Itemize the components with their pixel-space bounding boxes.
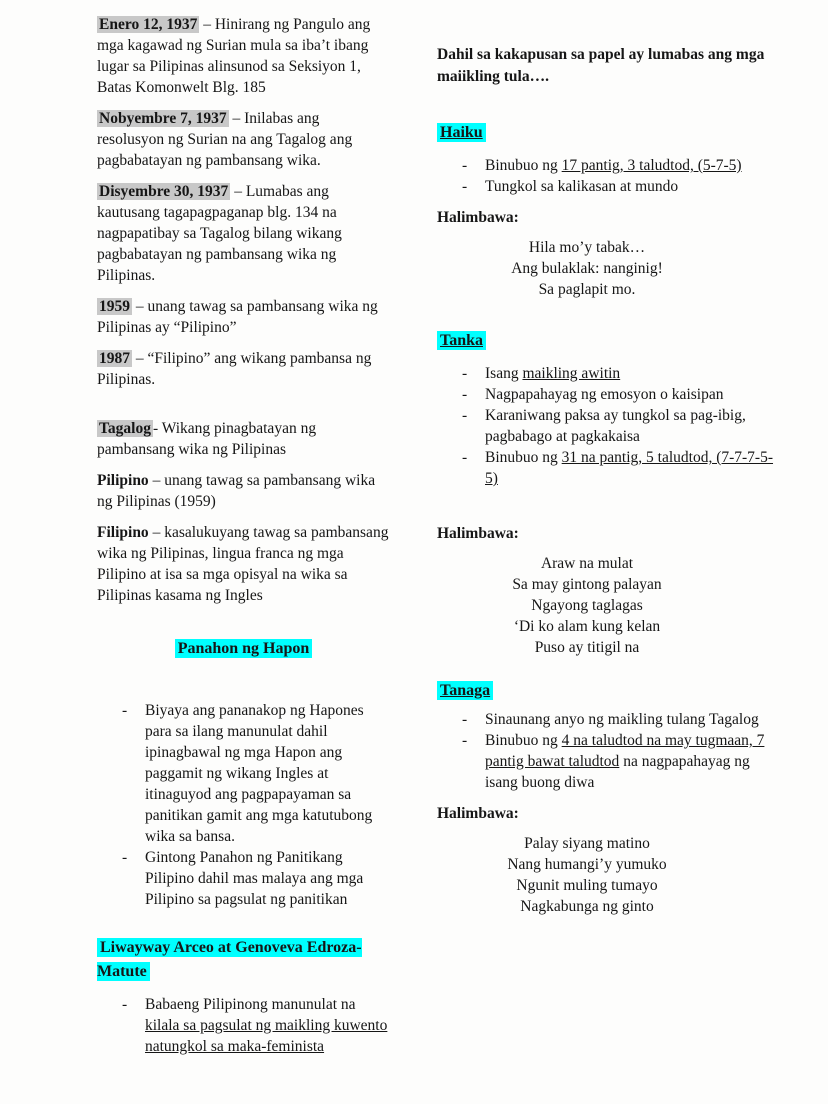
- timeline-entry: [97, 296, 390, 338]
- example-label: Halimbawa:: [437, 805, 519, 822]
- list-item: [97, 700, 390, 847]
- list-item-text: [485, 407, 746, 445]
- bullet-marker: -: [462, 732, 468, 749]
- list-item-text: [485, 365, 620, 382]
- section-header-tanaga: Tanaga: [437, 681, 493, 700]
- timeline-text: – “Filipino” ang wikang pambansa ng Pilipinas.: [97, 350, 372, 388]
- timeline-date: 1959: [99, 298, 130, 315]
- left-column: [97, 14, 390, 1057]
- list-item-text: [145, 996, 387, 1055]
- list-item: [437, 405, 783, 447]
- terms-block: [97, 418, 390, 606]
- timeline-entry: [97, 181, 390, 286]
- text-run: Binubuo ng: [485, 732, 562, 749]
- example-label: Halimbawa:: [437, 525, 519, 542]
- poem-line: Nang humangi’y yumuko: [507, 856, 667, 873]
- tanka-list: [437, 363, 783, 489]
- haiku-list: [437, 155, 783, 197]
- term-definition: [97, 522, 390, 606]
- tanaga-list: [437, 709, 783, 793]
- text-run: Tungkol sa kalikasan at mundo: [485, 178, 679, 195]
- list-item-text: Gintong Panahon ng Panitikang Pilipino dahil mas malaya ang mga Pilipino sa pagsulat ng panitikan: [145, 849, 364, 908]
- list-item: [437, 709, 783, 730]
- term-definition: [97, 418, 390, 460]
- intro-note: Dahil sa kakapusan sa papel ay lumabas ang mga maiikling tula….: [437, 46, 765, 85]
- timeline-date: Enero 12, 1937: [99, 16, 198, 33]
- poem-line: Sa paglapit mo.: [538, 281, 636, 298]
- list-item: [437, 155, 783, 176]
- timeline-date: Nobyembre 7, 1937: [99, 110, 227, 127]
- section-tanaga: [437, 680, 783, 917]
- list-item-text: [485, 732, 764, 791]
- list-item-text: [485, 711, 759, 728]
- bullet-marker: -: [462, 449, 468, 466]
- list-item-text: [485, 386, 723, 403]
- section-japanese-period: [97, 638, 390, 660]
- list-item-text: [485, 178, 678, 195]
- example-label: Halimbawa:: [437, 209, 519, 226]
- bullet-marker: -: [462, 711, 468, 728]
- poem-line: Hila mo’y tabak…: [528, 239, 646, 256]
- text-run: Nagpapahayag ng emosyon o kaisipan: [485, 386, 724, 403]
- list-item: [97, 847, 390, 910]
- bullet-marker: -: [122, 996, 128, 1013]
- japanese-period-list: [97, 700, 390, 910]
- bullet-marker: -: [462, 178, 468, 195]
- timeline-date: 1987: [99, 350, 130, 367]
- section-authors: [97, 936, 390, 984]
- underlined-text: kilala sa pagsulat ng maikling kuwento natungkol sa maka-feminista: [145, 1017, 388, 1055]
- list-item: [97, 994, 390, 1057]
- underlined-text: 4 na taludtod na may tugmaan, 7 pantig bawat taludtod: [485, 732, 765, 770]
- poem-line: Puso ay titigil na: [534, 639, 640, 656]
- poem-tanaga: [437, 833, 737, 917]
- list-item: [437, 730, 783, 793]
- underlined-text: 31 na pantig, 5 taludtod, (7-7-7-5-5): [485, 449, 774, 487]
- underlined-text: 17 pantig, 3 taludtod, (5-7-5): [561, 157, 742, 174]
- timeline-text: – unang tawag sa pambansang wika ng Pilipinas ay “Pilipino”: [97, 298, 378, 336]
- poem-line: Sa may gintong palayan: [512, 576, 662, 593]
- poem-line: ‘Di ko alam kung kelan: [513, 618, 661, 635]
- list-item-text: [485, 157, 742, 174]
- section-tanka: [437, 330, 783, 658]
- right-column: [437, 44, 783, 917]
- list-item: [437, 176, 783, 197]
- term-text: – kasalukuyang tawag sa pambansang wika ng Pilipinas, lingua franca ng mga Pilipino at isa sa mga opisyal na wika sa Pilipinas kasama ng Ingles: [97, 524, 389, 604]
- poem-line: Araw na mulat: [540, 555, 634, 572]
- poem-line: Ngayong taglagas: [531, 597, 643, 614]
- poem-line: Nagkabunga ng ginto: [520, 898, 654, 915]
- section-header-liwayway-genoveva: Liwayway Arceo at Genoveva Edroza-Matute: [97, 939, 362, 980]
- section-header-panahon-ng-hapon: Panahon ng Hapon: [175, 639, 313, 658]
- term-label: Pilipino: [97, 472, 149, 489]
- bullet-marker: -: [462, 386, 468, 403]
- section-header-haiku: Haiku: [437, 123, 486, 142]
- term-label: Filipino: [97, 524, 149, 541]
- poem-line: Ang bulaklak: nanginig!: [511, 260, 663, 277]
- text-run: Isang: [485, 365, 523, 382]
- section-haiku: [437, 122, 783, 300]
- bullet-marker: -: [122, 702, 128, 719]
- poem-haiku: [437, 237, 737, 300]
- text-run: na nagpapahayag ng isang buong diwa: [485, 753, 750, 791]
- bullet-marker: -: [462, 157, 468, 174]
- section-header-row: [437, 330, 783, 351]
- text-run: Binubuo ng: [485, 449, 562, 466]
- bullet-marker: -: [122, 849, 128, 866]
- authors-list: [97, 994, 390, 1057]
- list-item-text: [485, 449, 773, 487]
- section-header-row: [437, 680, 783, 701]
- timeline-entry: [97, 108, 390, 171]
- list-item: [437, 384, 783, 405]
- term-label: Tagalog: [99, 420, 151, 437]
- term-text: – unang tawag sa pambansang wika ng Pilipinas (1959): [97, 472, 376, 510]
- text-run: Babaeng Pilipinong manunulat na: [145, 996, 356, 1013]
- text-run: Karaniwang paksa ay tungkol sa pag-ibig, pagbabago at pagkakaisa: [485, 407, 746, 445]
- timeline-text: – Inilabas ang resolusyon ng Surian na ang Tagalog ang pagbabatayan ng pambansang wika.: [97, 110, 353, 169]
- text-run: Binubuo ng: [485, 157, 562, 174]
- poem-tanka: [437, 553, 737, 658]
- term-text: - Wikang pinagbatayan ng pambansang wika ng Pilipinas: [97, 420, 317, 458]
- underlined-text: maikling awitin: [522, 365, 621, 382]
- section-header-row: [437, 122, 783, 143]
- timeline-text: – Lumabas ang kautusang tagapagpaganap blg. 134 na nagpapatibay sa Tagalog bilang wikang pagbabatayan ng pambansang wika ng Pilipinas.: [97, 183, 342, 284]
- timeline-entry: [97, 348, 390, 390]
- list-item: [437, 447, 783, 489]
- poem-line: Palay siyang matino: [524, 835, 650, 852]
- bullet-marker: -: [462, 365, 468, 382]
- timeline-date: Disyembre 30, 1937: [99, 183, 229, 200]
- poem-line: Ngunit muling tumayo: [516, 877, 658, 894]
- section-header-tanka: Tanka: [437, 331, 486, 350]
- term-definition: [97, 470, 390, 512]
- bullet-marker: -: [462, 407, 468, 424]
- timeline-text: – Hinirang ng Pangulo ang mga kagawad ng Surian mula sa iba’t ibang lugar sa Pilipinas alinsunod sa Seksiyon 1, Batas Komonwelt Blg. 185: [97, 16, 371, 96]
- timeline-entry: [97, 14, 390, 98]
- list-item: [437, 363, 783, 384]
- text-run: Sinaunang anyo ng maikling tulang Tagalog: [485, 711, 759, 728]
- list-item-text: Biyaya ang pananakop ng Hapones para sa ilang manunulat dahil ipinagbawal ng mga Hapon ang paggamit ng wikang Ingles at itinaguyod ang pagpapayaman sa panitikan gamit ang mga katutubong wika sa bansa.: [145, 702, 373, 845]
